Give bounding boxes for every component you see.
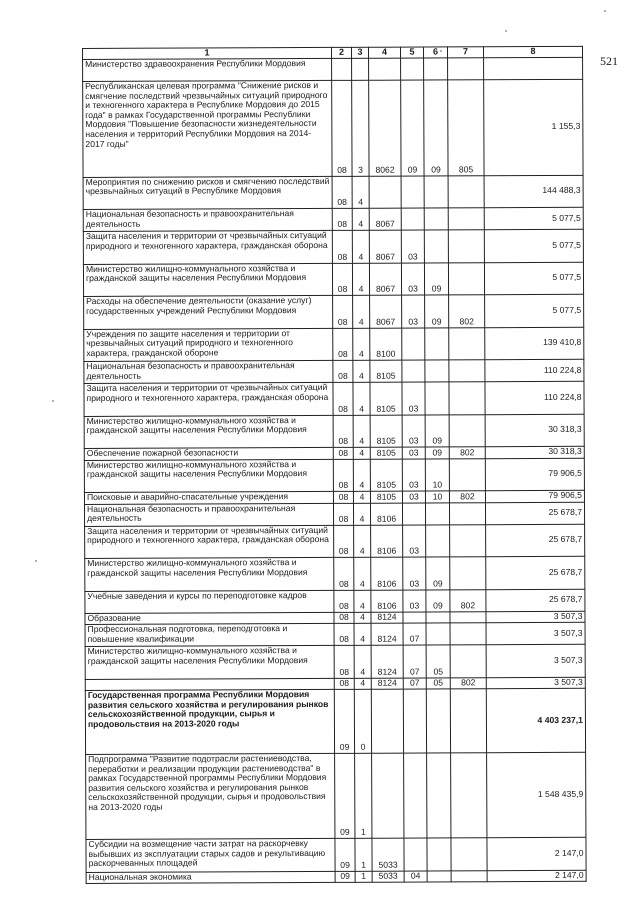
row-code-5 — [404, 838, 427, 871]
row-amount: 79 906,5 — [485, 458, 584, 491]
row-code-7 — [450, 557, 486, 590]
scan-speck — [35, 560, 37, 562]
row-code-3 — [352, 58, 369, 80]
row-code-4: 8105 — [370, 360, 402, 382]
col-header-4: 4 — [368, 47, 400, 58]
row-amount: 110 224,8 — [485, 359, 584, 381]
page-number: 521 — [600, 54, 618, 68]
row-code-4: 8106 — [370, 503, 402, 525]
row-amount: 3 507,3 — [486, 611, 585, 623]
row-name: Учреждения по защите населения и территории от чрезвычайных ситуаций природного и техногенного характера, гражданской обороне — [84, 328, 333, 362]
row-name: Образование — [85, 612, 334, 625]
row-code-4: 8067 — [370, 295, 402, 328]
row-code-6: 05 — [426, 677, 450, 689]
row-code-6 — [426, 623, 450, 645]
row-code-4 — [372, 753, 404, 838]
table-row — [85, 644, 585, 679]
scan-speck — [604, 10, 606, 12]
row-code-5 — [401, 176, 424, 209]
row-code-2: 08 — [334, 557, 354, 590]
table-row — [86, 752, 586, 839]
row-code-5: 03 — [402, 415, 425, 448]
row-code-2 — [332, 58, 352, 80]
row-code-2: 08 — [333, 328, 353, 361]
row-amount: 5 077,5 — [484, 262, 583, 295]
row-code-3: 4 — [353, 328, 370, 361]
row-amount — [484, 57, 583, 79]
row-code-3: 1 — [355, 753, 372, 838]
row-code-2: 08 — [332, 80, 352, 176]
row-code-5: 03 — [401, 263, 424, 296]
row-code-3: 1 — [355, 838, 372, 871]
row-amount: 2 147,0 — [487, 870, 586, 882]
row-code-2: 08 — [332, 208, 352, 230]
row-code-3: 4 — [353, 491, 370, 503]
table-row — [83, 79, 583, 177]
row-code-4: 8067 — [369, 230, 401, 263]
row-code-6 — [426, 611, 450, 623]
row-code-6: 09 — [425, 295, 449, 328]
row-code-6 — [425, 502, 449, 524]
row-code-4 — [371, 689, 403, 753]
table-row — [85, 622, 585, 646]
row-code-2: 08 — [332, 230, 352, 263]
row-code-5: 07 — [403, 623, 426, 645]
row-code-2: 08 — [333, 415, 353, 448]
row-code-6 — [425, 327, 449, 360]
row-amount: 2 147,0 — [487, 837, 586, 870]
row-code-7 — [448, 208, 484, 230]
row-name: Министерство жилищно-коммунального хозяйства и гражданской защиты населения Республики Мордовия — [83, 263, 332, 297]
row-code-2: 08 — [334, 612, 354, 624]
row-name: Поисковые и аварийно-спасательные учреждения — [84, 491, 333, 504]
row-code-4: 8067 — [369, 208, 401, 230]
col-header-2: 2 — [331, 47, 351, 58]
row-code-5 — [402, 360, 425, 382]
row-name: Защита населения и территории от чрезвычайных ситуаций природного и техногенного характера, гражданская оборона — [85, 525, 334, 559]
row-amount: 79 906,5 — [485, 490, 584, 502]
row-code-7 — [448, 262, 484, 295]
row-code-4: 8124 — [371, 612, 403, 624]
row-code-3: 4 — [352, 263, 369, 296]
col-header-amount: 8 — [483, 46, 582, 57]
row-amount: 25 678,7 — [485, 502, 584, 524]
row-code-3: 4 — [353, 447, 370, 459]
row-code-5: 03 — [401, 230, 424, 263]
row-code-4: 8105 — [370, 415, 402, 448]
row-name: Министерство жилищно-коммунального хозяйства и гражданской защиты населения Республики Мордовия — [85, 557, 334, 591]
table-row — [83, 175, 583, 210]
row-name: Министерство жилищно-коммунального хозяйства и гражданской защиты населения Республики Мордовия — [84, 459, 333, 493]
row-code-3: 4 — [354, 645, 371, 678]
row-code-4: 8106 — [371, 557, 403, 590]
row-code-4: 5033 — [372, 838, 404, 871]
row-code-5 — [402, 328, 425, 361]
row-code-2: 09 — [334, 689, 354, 753]
row-code-2: 09 — [335, 871, 355, 883]
row-code-3: 4 — [353, 295, 370, 328]
row-code-5 — [404, 753, 427, 838]
row-code-3: 4 — [352, 176, 369, 209]
row-code-5: 03 — [402, 382, 425, 415]
row-code-7 — [450, 689, 486, 753]
row-code-7 — [449, 414, 485, 447]
row-code-6: 09 — [426, 589, 450, 611]
table-row — [86, 870, 586, 884]
row-code-4: 8105 — [370, 382, 402, 415]
row-code-7 — [449, 360, 485, 382]
table-row — [84, 294, 584, 329]
row-code-2: 08 — [333, 360, 353, 382]
row-code-2: 09 — [335, 753, 355, 838]
row-code-4: 8124 — [371, 623, 403, 645]
row-code-3: 0 — [354, 689, 371, 753]
table-row — [85, 688, 585, 754]
row-amount: 3 507,3 — [486, 622, 585, 644]
row-name: Национальная безопасность и правоохранительная деятельность — [83, 208, 332, 231]
row-name: Министерство жилищно-коммунального хозяйства и гражданской защиты населения Республики Мордовия — [84, 415, 333, 449]
table-row — [84, 381, 584, 416]
row-code-2: 08 — [334, 678, 354, 690]
row-amount: 139 410,8 — [485, 327, 584, 360]
row-code-5 — [403, 689, 426, 753]
row-code-6 — [425, 382, 449, 415]
row-code-2: 08 — [333, 459, 353, 492]
row-code-6: 09 — [425, 414, 449, 447]
table-row — [84, 359, 584, 383]
table-row — [84, 502, 584, 526]
row-code-2: 08 — [334, 525, 354, 558]
table-row — [83, 229, 583, 264]
row-code-5: 07 — [403, 645, 426, 678]
row-code-6 — [424, 230, 448, 263]
row-code-5 — [401, 208, 424, 230]
row-code-3: 4 — [353, 382, 370, 415]
row-amount: 25 678,7 — [486, 556, 585, 589]
row-code-2: 08 — [333, 491, 353, 503]
row-code-2: 08 — [334, 590, 354, 612]
table-row — [84, 327, 584, 362]
row-amount: 5 077,5 — [485, 294, 584, 327]
row-code-3: 4 — [353, 503, 370, 525]
row-code-2: 08 — [333, 447, 353, 459]
row-amount: 3 507,3 — [486, 644, 585, 677]
row-code-5: 03 — [403, 557, 426, 590]
table-row — [85, 524, 585, 559]
row-code-6: 09 — [425, 447, 449, 459]
row-code-5: 03 — [403, 590, 426, 612]
row-code-4: 8124 — [371, 645, 403, 678]
row-code-2: 08 — [334, 623, 354, 645]
table-row — [83, 262, 583, 297]
row-name: Национальная безопасность и правоохранительная деятельность — [84, 503, 333, 526]
row-code-7 — [448, 175, 484, 208]
row-amount: 110 224,8 — [485, 381, 584, 414]
row-code-5: 03 — [402, 295, 425, 328]
row-code-2: 08 — [333, 382, 353, 415]
table-row — [86, 837, 586, 872]
row-code-5 — [403, 612, 426, 624]
row-code-5: 09 — [401, 80, 424, 176]
row-code-6 — [424, 175, 448, 208]
row-code-6: 09 — [424, 80, 448, 176]
row-code-5: 07 — [403, 678, 426, 690]
row-code-4: 8105 — [370, 491, 402, 503]
row-code-3: 4 — [353, 459, 370, 492]
row-code-3: 4 — [353, 360, 370, 382]
row-code-5: 03 — [403, 525, 426, 558]
row-code-4 — [369, 176, 401, 209]
table-row — [84, 458, 584, 493]
col-header-6: 6 — [423, 47, 447, 58]
row-code-7 — [449, 502, 485, 524]
table-row — [85, 556, 585, 591]
row-code-3: 1 — [355, 871, 372, 883]
row-code-5: 03 — [402, 459, 425, 492]
row-code-7: 802 — [449, 491, 485, 503]
row-code-7 — [450, 611, 486, 623]
row-amount: 1 155,3 — [484, 79, 583, 175]
row-code-7: 802 — [450, 589, 486, 611]
col-header-5: 5 — [400, 47, 423, 58]
row-code-6 — [427, 838, 451, 871]
table-row — [84, 414, 584, 449]
row-code-6 — [426, 524, 450, 557]
row-code-2: 09 — [335, 838, 355, 871]
row-code-7 — [451, 838, 487, 871]
row-name: Подпрограмма "Развитие подотрасли растениеводства, переработки и реализации продукции растениеводства" в рамках Государственной программы Республики Мордовия развития сельского хозяйства и регулирования рынков сельскохозяйственной продукции, сырья и продовольствия на 2013-2020 годы — [86, 753, 335, 839]
row-code-3: 4 — [354, 678, 371, 690]
row-code-5: 04 — [404, 871, 427, 883]
row-code-4: 8124 — [371, 678, 403, 690]
scan-speck — [52, 400, 54, 402]
table-body — [83, 57, 587, 883]
row-code-7 — [448, 58, 484, 80]
row-name: Расходы на обеспечение деятельности (оказание услуг) государственных учреждений Республики Мордовия — [84, 295, 333, 329]
row-code-7 — [450, 623, 486, 645]
row-code-6 — [424, 208, 448, 230]
row-name: Защита населения и территории от чрезвычайных ситуаций природного и техногенного характера, гражданская оборона — [83, 230, 332, 264]
row-code-4: 8100 — [370, 328, 402, 361]
table-row — [85, 589, 585, 613]
row-name: Субсидии на возмещение части затрат на раскорчевку выбывших из эксплуатации старых садов и рекультивацию раскорчеванных площадей — [86, 838, 335, 872]
row-code-2: 08 — [332, 263, 352, 296]
row-name: Национальная безопасность и правоохранительная деятельность — [84, 360, 333, 383]
row-name: Министерство жилищно-коммунального хозяйства и гражданской защиты населения Республики Мордовия — [85, 645, 334, 679]
row-code-6: 10 — [425, 458, 449, 491]
row-code-3: 4 — [354, 612, 371, 624]
row-code-3: 4 — [352, 208, 369, 230]
row-amount: 4 403 237,1 — [486, 688, 585, 752]
row-code-2: 08 — [333, 503, 353, 525]
row-name: Обеспечение пожарной безопасности — [84, 447, 333, 460]
row-amount: 3 507,3 — [486, 677, 585, 689]
row-code-5 — [402, 503, 425, 525]
row-name: Национальная экономика — [86, 871, 335, 884]
row-code-5 — [401, 58, 424, 80]
col-header-3: 3 — [351, 47, 368, 58]
scan-speck — [440, 50, 442, 52]
row-code-7 — [450, 524, 486, 557]
row-code-5: 03 — [402, 491, 425, 503]
row-code-4: 8106 — [371, 590, 403, 612]
row-name: Защита населения и территории от чрезвычайных ситуаций природного и техногенного характера, гражданская оборона — [84, 382, 333, 416]
row-name: Мероприятия по снижению рисков и смягчению последствий чрезвычайных ситуаций в Республике Мордовия — [83, 176, 332, 210]
table-row — [83, 57, 583, 81]
row-code-4: 8067 — [369, 263, 401, 296]
row-amount: 5 077,5 — [484, 207, 583, 229]
row-code-2: 08 — [333, 295, 353, 328]
row-amount: 144 488,3 — [484, 175, 583, 208]
row-code-3: 4 — [354, 590, 371, 612]
row-code-6: 05 — [426, 645, 450, 678]
row-code-7: 802 — [449, 295, 485, 328]
row-code-6 — [427, 870, 451, 882]
budget-table — [82, 46, 587, 884]
row-code-3: 4 — [354, 557, 371, 590]
row-code-5: 03 — [402, 447, 425, 459]
row-code-6 — [427, 753, 451, 838]
row-code-4: 8106 — [371, 525, 403, 558]
row-code-6: 09 — [424, 262, 448, 295]
row-code-4: 5033 — [372, 871, 404, 883]
row-amount: 25 678,7 — [486, 589, 585, 611]
row-code-7: 802 — [450, 677, 486, 689]
row-code-6 — [425, 360, 449, 382]
row-code-3: 4 — [353, 415, 370, 448]
row-amount: 30 318,3 — [485, 414, 584, 447]
row-code-2: 08 — [334, 645, 354, 678]
row-code-7 — [451, 870, 487, 882]
row-code-7: 805 — [448, 80, 484, 176]
row-code-7 — [449, 458, 485, 491]
row-code-6 — [424, 58, 448, 80]
row-code-4: 8105 — [370, 447, 402, 459]
row-code-4: 8105 — [370, 459, 402, 492]
row-amount: 5 077,5 — [484, 229, 583, 262]
row-code-7 — [450, 645, 486, 678]
row-code-4: 8062 — [369, 80, 401, 176]
row-code-7 — [448, 230, 484, 263]
row-code-7 — [449, 327, 485, 360]
row-code-3: 4 — [354, 623, 371, 645]
row-code-6: 09 — [426, 557, 450, 590]
row-code-3: 4 — [352, 230, 369, 263]
row-amount: 30 318,3 — [485, 446, 584, 458]
row-name: Учебные заведения и курсы по переподготовке кадров — [85, 590, 334, 613]
row-name: Республиканская целевая программа "Снижение рисков и смягчение последствий чрезвычайных ситуаций природного и техногенного характера в Республике Мордовия до 2015 года" в рамках Государственной программы Республики Мордовия "Повышение безопасности жизнедеятельности населения и территорий Республики Мордовия на 2014-2017 годы" — [83, 80, 332, 177]
row-code-6 — [426, 689, 450, 753]
row-amount: 1 548 435,9 — [487, 752, 586, 837]
row-code-7 — [449, 382, 485, 415]
col-header-7: 7 — [447, 47, 483, 58]
scan-speck — [505, 30, 507, 32]
row-name: Министерство здравоохранения Республики Мордовия — [83, 58, 332, 81]
row-code-7 — [451, 753, 487, 838]
row-code-3: 4 — [354, 525, 371, 558]
row-code-7: 802 — [449, 447, 485, 459]
row-code-6: 10 — [425, 491, 449, 503]
row-code-2: 08 — [332, 176, 352, 209]
row-code-4 — [369, 58, 401, 80]
table-row — [83, 207, 583, 231]
row-name: Государственная программа Республики Мордовия развития сельского хозяйства и регулирования рынков сельскохозяйственной продукции, сырья и продовольствия на 2013-2020 годы — [85, 689, 334, 754]
row-code-3: 3 — [352, 80, 369, 176]
row-amount: 25 678,7 — [486, 524, 585, 557]
row-name: Профессиональная подготовка, переподготовка и повышение квалификации — [85, 623, 334, 646]
col-header-name: 1 — [83, 47, 332, 59]
